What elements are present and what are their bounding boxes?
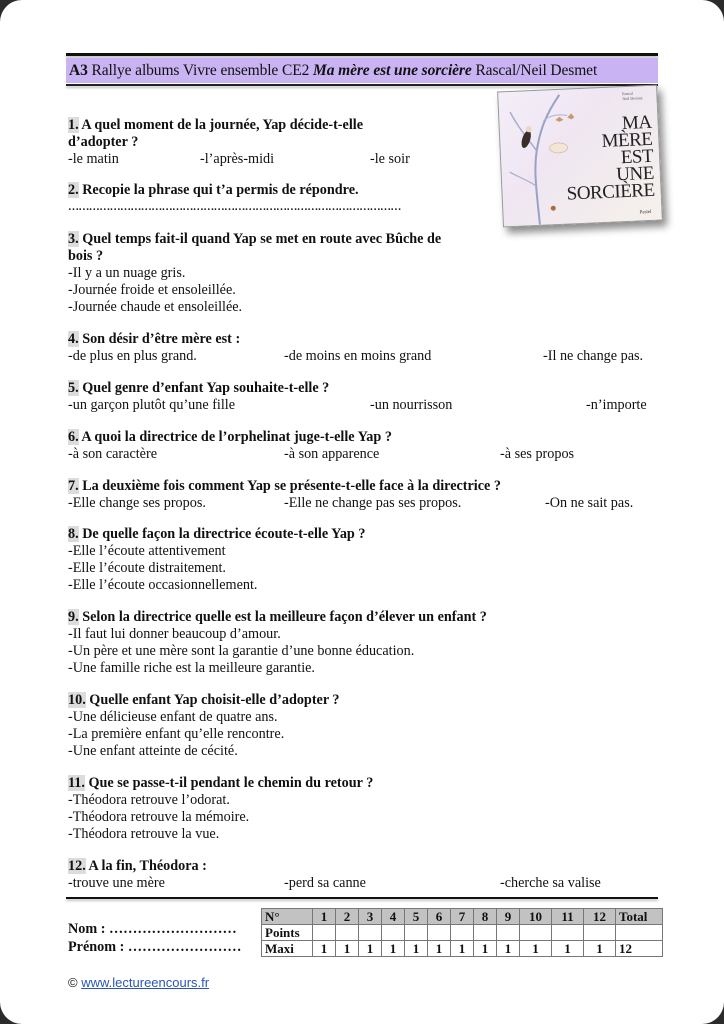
question-number: 9. <box>68 609 79 625</box>
maxi-cell: 1 <box>313 941 336 957</box>
answer-option[interactable]: -Journée chaude et ensoleillée. <box>68 299 243 315</box>
answer-option[interactable]: -à ses propos <box>500 446 575 462</box>
points-label: Points <box>262 925 313 941</box>
score-header-cell: Total <box>616 909 663 925</box>
answer-option[interactable]: -à son caractère <box>68 446 157 462</box>
answer-option[interactable]: -Elle change ses propos. <box>68 495 206 511</box>
header-level: A3 <box>69 62 88 79</box>
answer-option[interactable]: -de moins en moins grand <box>284 348 432 364</box>
question-number: 4. <box>68 331 79 347</box>
answer-option[interactable]: -perd sa canne <box>284 875 366 891</box>
answer-option[interactable]: -Théodora retrouve la mémoire. <box>68 809 250 825</box>
points-cell[interactable] <box>428 925 451 941</box>
student-identity <box>68 920 241 956</box>
score-header-cell: 10 <box>520 909 552 925</box>
prenom-field[interactable]: Prénom : …………………… <box>68 939 242 955</box>
score-header-cell: 7 <box>451 909 474 925</box>
score-header-cell: N° <box>262 909 313 925</box>
score-header-cell: 9 <box>497 909 520 925</box>
answer-option[interactable]: -de plus en plus grand. <box>68 348 197 364</box>
question-6 <box>68 429 658 463</box>
score-header-cell: 3 <box>359 909 382 925</box>
points-cell[interactable] <box>584 925 616 941</box>
question-11 <box>68 775 373 843</box>
maxi-cell: 1 <box>336 941 359 957</box>
question-number: 11. <box>68 775 85 791</box>
answer-option[interactable]: -La première enfant qu’elle rencontre. <box>68 726 285 742</box>
question-2 <box>68 182 401 216</box>
question-number: 10. <box>68 692 86 708</box>
header-bottom-rule <box>66 84 658 86</box>
cover-title-line: UNE <box>615 162 655 186</box>
answer-option[interactable]: -Elle l’écoute distraitement. <box>68 560 226 576</box>
score-header-cell: 5 <box>405 909 428 925</box>
question-text: Recopie la phrase qui t’a permis de répondre. <box>82 182 359 198</box>
answer-option[interactable]: -Journée froide et ensoleillée. <box>68 282 236 298</box>
question-text: Son désir d’être mère est : <box>82 331 241 347</box>
header-book-title: Ma mère est une sorcière <box>313 62 472 79</box>
question-10 <box>68 692 340 760</box>
question-4 <box>68 331 658 365</box>
maxi-cell: 1 <box>451 941 474 957</box>
score-table-points-row <box>262 925 663 941</box>
score-table-header-row <box>262 909 663 925</box>
maxi-cell: 1 <box>497 941 520 957</box>
points-cell[interactable] <box>382 925 405 941</box>
points-cell[interactable] <box>359 925 382 941</box>
points-cell[interactable] <box>497 925 520 941</box>
header-authors: Rascal/Neil Desmet <box>475 62 598 79</box>
cover-authors <box>622 90 643 101</box>
maxi-cell: 1 <box>552 941 584 957</box>
answer-option[interactable]: -On ne sait pas. <box>545 495 634 511</box>
question-9 <box>68 609 487 677</box>
score-header-cell: 4 <box>382 909 405 925</box>
question-text: Que se passe-t-il pendant le chemin du retour ? <box>88 775 374 791</box>
maxi-cell: 1 <box>584 941 616 957</box>
cover-publisher: Pastel <box>639 209 652 216</box>
question-number: 7. <box>68 478 79 494</box>
cover-title <box>563 111 656 205</box>
score-header-cell: 2 <box>336 909 359 925</box>
worksheet-header <box>66 58 658 83</box>
question-text: Selon la directrice quelle est la meilleure façon d’élever un enfant ? <box>82 609 487 625</box>
question-text-cont: bois ? <box>68 248 104 264</box>
book-cover-image <box>497 85 663 228</box>
answer-option[interactable]: -le matin <box>68 151 119 167</box>
cover-author-2: Neil Desmet <box>622 95 643 102</box>
score-header-cell: 11 <box>552 909 584 925</box>
question-12 <box>68 858 658 892</box>
points-total-cell[interactable] <box>616 925 663 941</box>
answer-option[interactable]: -Une délicieuse enfant de quatre ans. <box>68 709 278 725</box>
answer-option[interactable]: -un nourrisson <box>370 397 453 413</box>
points-cell[interactable] <box>336 925 359 941</box>
answer-option[interactable]: -le soir <box>370 151 410 167</box>
answer-option[interactable]: -Il y a un nuage gris. <box>68 265 186 281</box>
answer-option[interactable]: -un garçon plutôt qu’une fille <box>68 397 236 413</box>
points-cell[interactable] <box>552 925 584 941</box>
copyright-icon: © <box>68 975 78 990</box>
maxi-total-cell: 12 <box>616 941 663 957</box>
answer-option[interactable]: -Elle l’écoute attentivement <box>68 543 226 559</box>
question-8 <box>68 526 365 594</box>
answer-option[interactable]: -l’après-midi <box>200 151 275 167</box>
maxi-cell: 1 <box>428 941 451 957</box>
answer-option[interactable]: -Théodora retrouve l’odorat. <box>68 792 230 808</box>
answer-option[interactable]: -Une famille riche est la meilleure garantie. <box>68 660 315 676</box>
question-number: 3. <box>68 231 79 247</box>
question-number: 5. <box>68 380 79 396</box>
points-cell[interactable] <box>451 925 474 941</box>
cover-title-line: EST <box>620 145 654 169</box>
question-number: 1. <box>68 117 79 133</box>
cover-author-1: Rascal <box>622 90 633 97</box>
answer-option[interactable]: -cherche sa valise <box>500 875 601 891</box>
maxi-label: Maxi <box>262 941 313 957</box>
answer-option[interactable]: -Elle l’écoute occasionnellement. <box>68 577 258 593</box>
points-cell[interactable] <box>405 925 428 941</box>
question-text: A quoi la directrice de l’orphelinat juge-t-elle Yap ? <box>81 429 392 445</box>
maxi-cell: 1 <box>382 941 405 957</box>
points-cell[interactable] <box>313 925 336 941</box>
answer-option[interactable]: -trouve une mère <box>68 875 165 891</box>
question-text: A la fin, Théodora : <box>88 858 207 874</box>
question-number: 12. <box>68 858 86 874</box>
score-header-cell: 8 <box>474 909 497 925</box>
answer-option[interactable]: -Il ne change pas. <box>543 348 644 364</box>
question-number: 8. <box>68 526 79 542</box>
points-cell[interactable] <box>474 925 497 941</box>
score-header-cell: 1 <box>313 909 336 925</box>
question-text: La deuxième fois comment Yap se présente-t-elle face à la directrice ? <box>82 478 501 494</box>
maxi-cell: 1 <box>359 941 382 957</box>
question-number: 6. <box>68 429 79 445</box>
question-3 <box>68 231 498 316</box>
answer-option[interactable]: -Théodora retrouve la vue. <box>68 826 220 842</box>
score-table <box>261 908 663 957</box>
answer-option[interactable]: -Il faut lui donner beaucoup d’amour. <box>68 626 281 642</box>
website-link[interactable]: www.lectureencours.fr <box>81 975 210 990</box>
header-top-rule <box>66 53 658 56</box>
maxi-cell: 1 <box>520 941 552 957</box>
score-header-cell: 6 <box>428 909 451 925</box>
score-header-cell: 12 <box>584 909 616 925</box>
cover-title-line: SORCIÈRE <box>566 179 656 205</box>
answer-option[interactable]: -Elle ne change pas ses propos. <box>284 495 462 511</box>
answer-option[interactable]: -à son apparence <box>284 446 380 462</box>
header-series: Rallye albums Vivre ensemble CE2 <box>91 62 310 79</box>
answer-option[interactable]: -Une enfant atteinte de cécité. <box>68 743 238 759</box>
maxi-cell: 1 <box>474 941 497 957</box>
answer-option[interactable]: -Un père et une mère sont la garantie d’une bonne éducation. <box>68 643 415 659</box>
question-number: 2. <box>68 182 79 198</box>
points-cell[interactable] <box>520 925 552 941</box>
question-text: Quel genre d’enfant Yap souhaite-t-elle ? <box>82 380 330 396</box>
cover-title-line: MA <box>621 111 653 135</box>
question-5 <box>68 380 658 414</box>
answer-line[interactable]: …………………………………………………………………………………… <box>68 201 401 213</box>
question-7 <box>68 478 658 512</box>
cover-title-line: MÈRE <box>601 128 653 153</box>
footer-separator <box>66 897 658 899</box>
question-text-cont: d’adopter ? <box>68 134 139 150</box>
question-text: De quelle façon la directrice écoute-t-elle Yap ? <box>82 526 366 542</box>
maxi-cell: 1 <box>405 941 428 957</box>
nom-field[interactable]: Nom : ……………………… <box>68 921 237 937</box>
score-table-maxi-row <box>262 941 663 957</box>
question-1 <box>68 117 488 168</box>
question-text: Quelle enfant Yap choisit-elle d’adopter ? <box>89 692 340 708</box>
answer-option[interactable]: -n’importe <box>586 397 647 413</box>
question-text: Quel temps fait-il quand Yap se met en route avec Bûche de <box>82 231 442 247</box>
question-text: A quel moment de la journée, Yap décide-t-elle <box>81 117 364 133</box>
copyright-line <box>68 975 209 990</box>
